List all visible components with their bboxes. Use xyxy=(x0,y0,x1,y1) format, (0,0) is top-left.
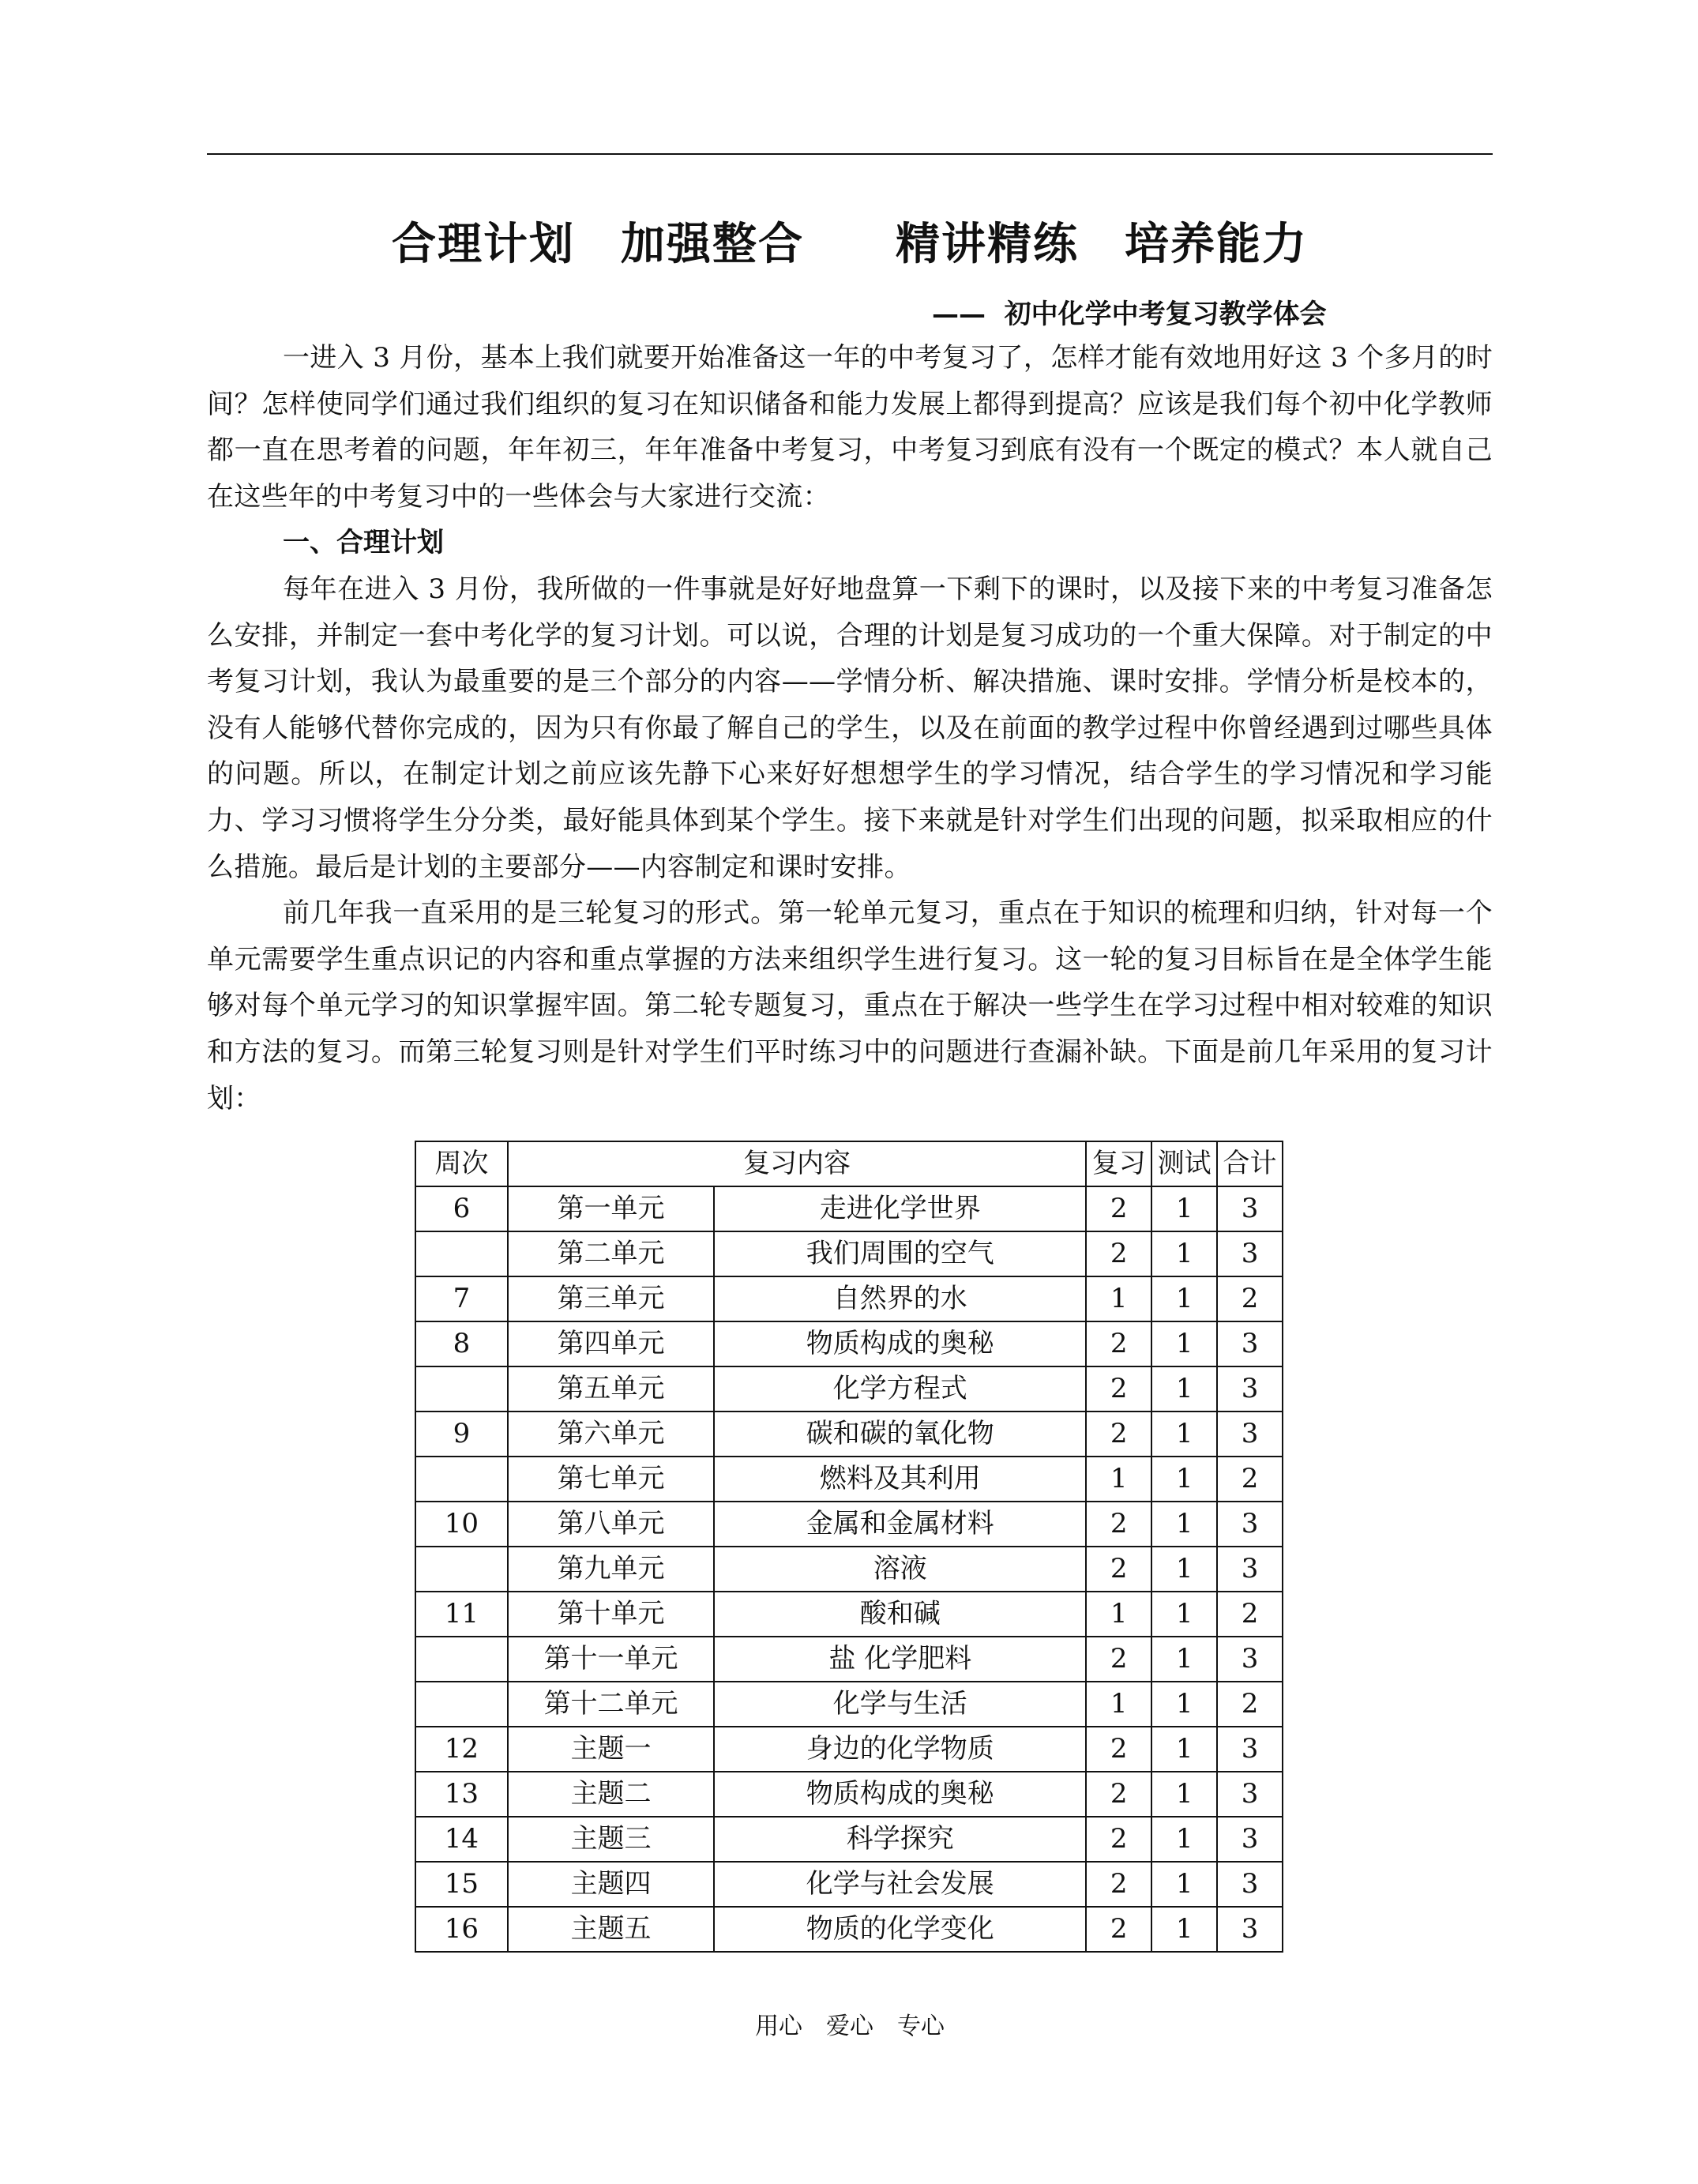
cell-total: 2 xyxy=(1217,1276,1283,1321)
table-row xyxy=(415,1592,1283,1637)
header-test: 测试 xyxy=(1151,1141,1217,1186)
cell-test: 1 xyxy=(1151,1907,1217,1952)
cell-week: 10 xyxy=(415,1502,508,1547)
cell-review: 1 xyxy=(1086,1682,1151,1727)
cell-test: 1 xyxy=(1151,1276,1217,1321)
cell-review: 2 xyxy=(1086,1862,1151,1907)
cell-unit: 第五单元 xyxy=(508,1366,714,1412)
cell-unit: 第十一单元 xyxy=(508,1637,714,1682)
header-total: 合计 xyxy=(1217,1141,1283,1186)
cell-week xyxy=(415,1457,508,1502)
cell-total: 3 xyxy=(1217,1907,1283,1952)
cell-review: 2 xyxy=(1086,1772,1151,1817)
document-body xyxy=(207,335,1493,1122)
cell-topic: 化学与社会发展 xyxy=(714,1862,1086,1907)
cell-test: 1 xyxy=(1151,1547,1217,1592)
cell-unit: 主题四 xyxy=(508,1862,714,1907)
cell-week xyxy=(415,1231,508,1276)
cell-week: 7 xyxy=(415,1276,508,1321)
cell-unit: 主题三 xyxy=(508,1817,714,1862)
cell-unit: 第十二单元 xyxy=(508,1682,714,1727)
cell-week xyxy=(415,1547,508,1592)
cell-review: 2 xyxy=(1086,1907,1151,1952)
table-row xyxy=(415,1412,1283,1457)
cell-test: 1 xyxy=(1151,1592,1217,1637)
table-row xyxy=(415,1637,1283,1682)
cell-review: 2 xyxy=(1086,1186,1151,1231)
table-row xyxy=(415,1457,1283,1502)
cell-test: 1 xyxy=(1151,1186,1217,1231)
cell-unit: 第四单元 xyxy=(508,1321,714,1366)
cell-week: 13 xyxy=(415,1772,508,1817)
cell-total: 2 xyxy=(1217,1682,1283,1727)
cell-week: 11 xyxy=(415,1592,508,1637)
cell-total: 3 xyxy=(1217,1231,1283,1276)
cell-review: 2 xyxy=(1086,1321,1151,1366)
table-row xyxy=(415,1276,1283,1321)
cell-total: 3 xyxy=(1217,1817,1283,1862)
cell-total: 3 xyxy=(1217,1727,1283,1772)
cell-unit: 第七单元 xyxy=(508,1457,714,1502)
table-row xyxy=(415,1772,1283,1817)
cell-unit: 第九单元 xyxy=(508,1547,714,1592)
cell-week: 9 xyxy=(415,1412,508,1457)
cell-total: 3 xyxy=(1217,1502,1283,1547)
table-row xyxy=(415,1907,1283,1952)
cell-total: 3 xyxy=(1217,1412,1283,1457)
cell-review: 2 xyxy=(1086,1412,1151,1457)
table-body xyxy=(415,1186,1283,1952)
cell-review: 2 xyxy=(1086,1231,1151,1276)
cell-test: 1 xyxy=(1151,1412,1217,1457)
cell-total: 3 xyxy=(1217,1772,1283,1817)
table-row xyxy=(415,1727,1283,1772)
table-row xyxy=(415,1231,1283,1276)
cell-unit: 主题五 xyxy=(508,1907,714,1952)
table-row xyxy=(415,1817,1283,1862)
cell-test: 1 xyxy=(1151,1366,1217,1412)
cell-topic: 燃料及其利用 xyxy=(714,1457,1086,1502)
review-plan-table xyxy=(415,1141,1283,1953)
cell-review: 2 xyxy=(1086,1727,1151,1772)
page-footer: 用心 爱心 专心 xyxy=(755,2013,945,2040)
cell-review: 2 xyxy=(1086,1547,1151,1592)
cell-test: 1 xyxy=(1151,1502,1217,1547)
cell-total: 3 xyxy=(1217,1637,1283,1682)
table-row xyxy=(415,1547,1283,1592)
cell-total: 2 xyxy=(1217,1457,1283,1502)
cell-topic: 物质的化学变化 xyxy=(714,1907,1086,1952)
cell-review: 2 xyxy=(1086,1637,1151,1682)
rounds-paragraph: 前几年我一直采用的是三轮复习的形式。第一轮单元复习，重点在于知识的梳理和归纳，针对每一个单元需要学生重点识记的内容和重点掌握的方法来组织学生进行复习。这一轮的复习目标旨在是全体学生能够对每个单元学习的知识掌握牢固。第二轮专题复习，重点在于解决一些学生在学习过程中相对较难的知识和方法的复习。而第三轮复习则是针对学生们平时练习中的问题进行查漏补缺。下面是前几年采用的复习计划： xyxy=(207,897,1493,1115)
cell-total: 3 xyxy=(1217,1186,1283,1231)
cell-topic: 走进化学世界 xyxy=(714,1186,1086,1231)
cell-test: 1 xyxy=(1151,1457,1217,1502)
cell-review: 1 xyxy=(1086,1592,1151,1637)
cell-test: 1 xyxy=(1151,1772,1217,1817)
cell-week: 14 xyxy=(415,1817,508,1862)
cell-total: 3 xyxy=(1217,1547,1283,1592)
cell-review: 1 xyxy=(1086,1276,1151,1321)
cell-test: 1 xyxy=(1151,1727,1217,1772)
cell-unit: 第二单元 xyxy=(508,1231,714,1276)
cell-week xyxy=(415,1682,508,1727)
cell-test: 1 xyxy=(1151,1862,1217,1907)
cell-review: 1 xyxy=(1086,1457,1151,1502)
cell-topic: 化学与生活 xyxy=(714,1682,1086,1727)
header-review: 复习 xyxy=(1086,1141,1151,1186)
cell-week: 15 xyxy=(415,1862,508,1907)
cell-week xyxy=(415,1637,508,1682)
cell-unit: 第八单元 xyxy=(508,1502,714,1547)
cell-review: 2 xyxy=(1086,1817,1151,1862)
section-heading: 一、合理计划 xyxy=(283,527,444,559)
header-rule xyxy=(207,153,1493,155)
cell-topic: 物质构成的奥秘 xyxy=(714,1772,1086,1817)
table-row xyxy=(415,1502,1283,1547)
cell-topic: 科学探究 xyxy=(714,1817,1086,1862)
cell-total: 3 xyxy=(1217,1366,1283,1412)
cell-week: 12 xyxy=(415,1727,508,1772)
cell-unit: 主题一 xyxy=(508,1727,714,1772)
cell-test: 1 xyxy=(1151,1637,1217,1682)
cell-total: 3 xyxy=(1217,1862,1283,1907)
header-week: 周次 xyxy=(415,1141,508,1186)
table-header-row xyxy=(415,1141,1283,1186)
cell-topic: 溶液 xyxy=(714,1547,1086,1592)
plan-paragraph: 每年在进入 3 月份，我所做的一件事就是好好地盘算一下剩下的课时，以及接下来的中考复习准备怎么安排，并制定一套中考化学的复习计划。可以说，合理的计划是复习成功的一个重大保障。对于制定的中考复习计划，我认为最重要的是三个部分的内容——学情分析、解决措施、课时安排。学情分析是校本的，没有人能够代替你完成的，因为只有你最了解自己的学生，以及在前面的教学过程中你曾经遇到过哪些具体的问题。所以，在制定计划之前应该先静下心来好好想想学生的学习情况，结合学生的学习情况和学习能力、学习习惯将学生分分类，最好能具体到某个学生。接下来就是针对学生们出现的问题，拟采取相应的什么措施。最后是计划的主要部分——内容制定和课时安排。 xyxy=(207,573,1493,883)
cell-unit: 第十单元 xyxy=(508,1592,714,1637)
cell-unit: 第一单元 xyxy=(508,1186,714,1231)
table-row xyxy=(415,1321,1283,1366)
cell-test: 1 xyxy=(1151,1321,1217,1366)
document-title: 合理计划 加强整合 精讲精练 培养能力 xyxy=(392,219,1308,270)
cell-total: 2 xyxy=(1217,1592,1283,1637)
header-content: 复习内容 xyxy=(508,1141,1086,1186)
intro-paragraph: 一进入 3 月份，基本上我们就要开始准备这一年的中考复习了，怎样才能有效地用好这 3 个多月的时间？怎样使同学们通过我们组织的复习在知识储备和能力发展上都得到提高？应该是我们每个初中化学教师都一直在思考着的问题，年年初三，年年准备中考复习，中考复习到底有没有一个既定的模式？本人就自己在这些年的中考复习中的一些体会与大家进行交流： xyxy=(207,342,1493,513)
cell-review: 2 xyxy=(1086,1366,1151,1412)
cell-unit: 第六单元 xyxy=(508,1412,714,1457)
table-row xyxy=(415,1682,1283,1727)
cell-week xyxy=(415,1366,508,1412)
cell-week: 8 xyxy=(415,1321,508,1366)
cell-topic: 酸和碱 xyxy=(714,1592,1086,1637)
cell-topic: 物质构成的奥秘 xyxy=(714,1321,1086,1366)
table-row xyxy=(415,1186,1283,1231)
cell-topic: 碳和碳的氧化物 xyxy=(714,1412,1086,1457)
cell-test: 1 xyxy=(1151,1231,1217,1276)
cell-unit: 第三单元 xyxy=(508,1276,714,1321)
cell-topic: 身边的化学物质 xyxy=(714,1727,1086,1772)
cell-unit: 主题二 xyxy=(508,1772,714,1817)
document-subtitle: —— 初中化学中考复习教学体会 xyxy=(932,299,1327,330)
cell-week: 6 xyxy=(415,1186,508,1231)
table-row xyxy=(415,1862,1283,1907)
cell-topic: 化学方程式 xyxy=(714,1366,1086,1412)
cell-topic: 金属和金属材料 xyxy=(714,1502,1086,1547)
table-row xyxy=(415,1366,1283,1412)
cell-test: 1 xyxy=(1151,1817,1217,1862)
cell-total: 3 xyxy=(1217,1321,1283,1366)
cell-topic: 盐 化学肥料 xyxy=(714,1637,1086,1682)
cell-test: 1 xyxy=(1151,1682,1217,1727)
cell-topic: 自然界的水 xyxy=(714,1276,1086,1321)
cell-review: 2 xyxy=(1086,1502,1151,1547)
cell-week: 16 xyxy=(415,1907,508,1952)
cell-topic: 我们周围的空气 xyxy=(714,1231,1086,1276)
